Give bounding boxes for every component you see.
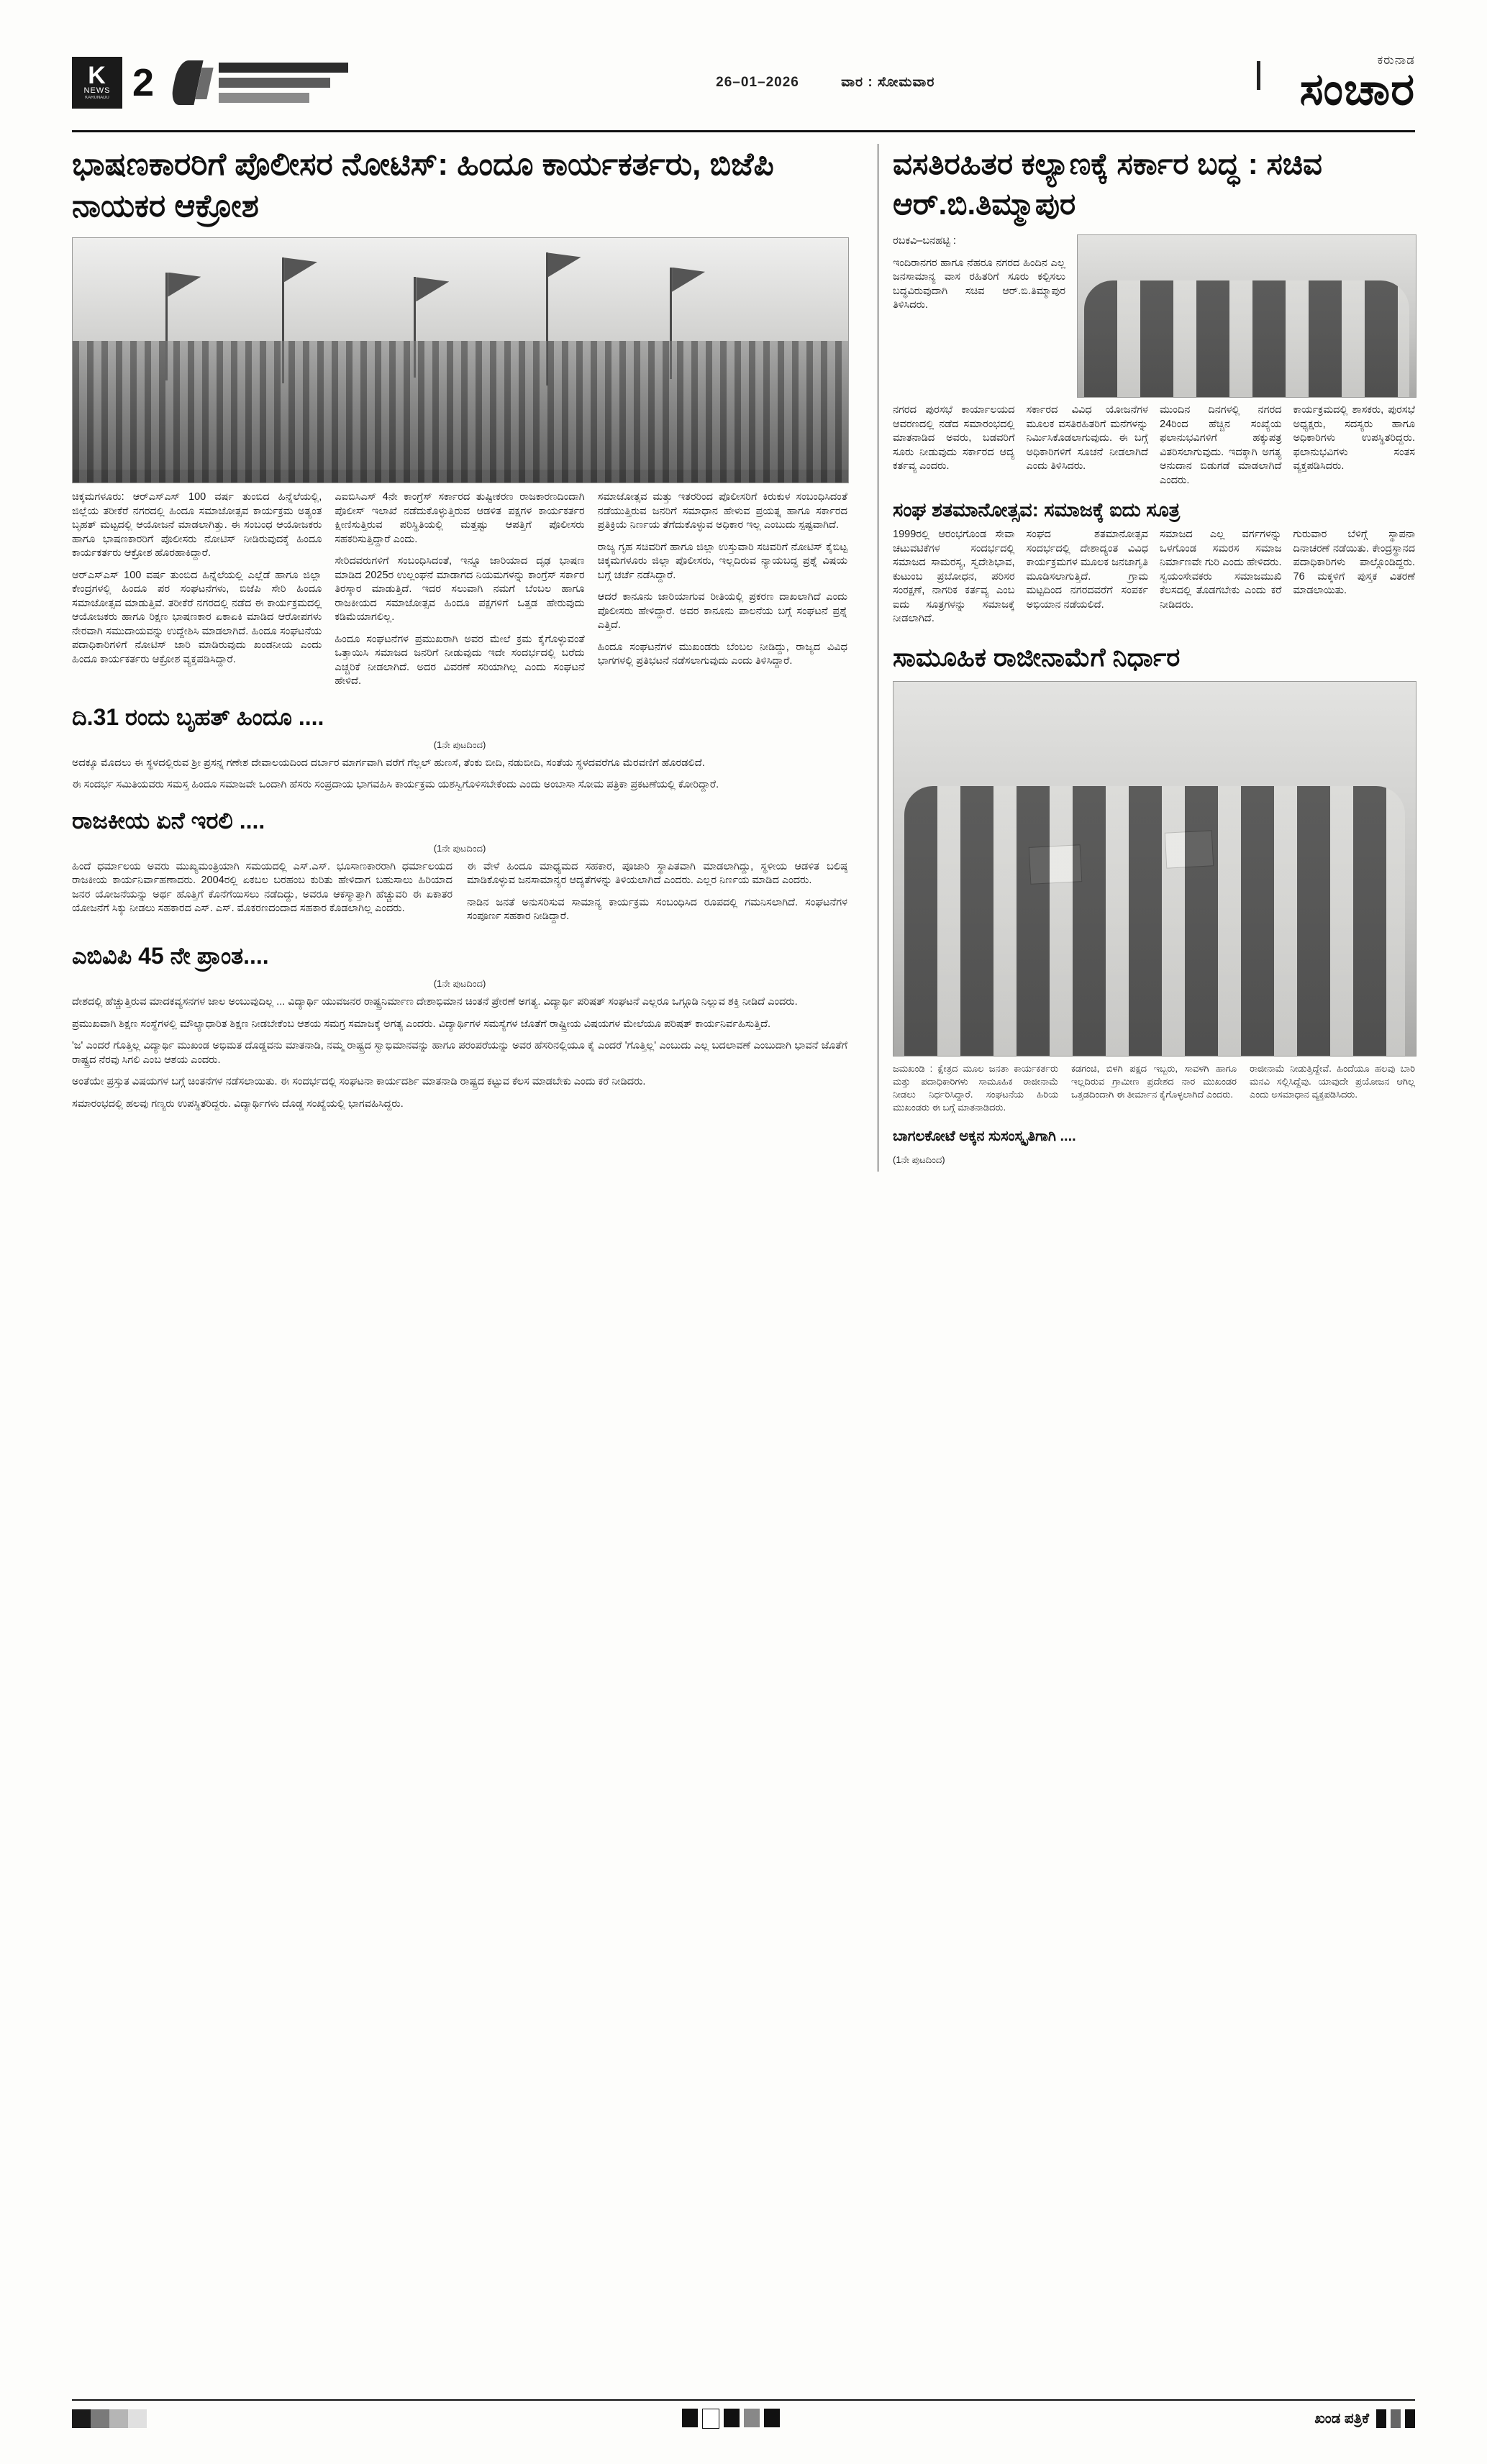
logo-letter: K	[88, 62, 106, 89]
footer-right	[1314, 2409, 1415, 2428]
right-caption-note: ಬಾಗಲಕೋಟೆ ಅಕ್ಕನ ಸುಸಂಸ್ಕೃತಿಗಾಗಿ ....	[893, 1128, 1076, 1144]
left-sub3-para: ಸಮಾರಂಭದಲ್ಲಿ ಹಲವು ಗಣ್ಯರು ಉಪಸ್ಥಿತರಿದ್ದರು. ವಿದ್ಯಾರ್ಥಿಗಳು ದೊಡ್ಡ ಸಂಖ್ಯೆಯಲ್ಲಿ ಭಾಗವಹಿಸಿದ್ದರು.	[72, 1098, 404, 1110]
left-para: ಹಿಂದೂ ಸಂಘಟನೆಗಳ ಪ್ರಮುಖರಾಗಿ ಅವರ ಮೇಲೆ ಕ್ರಮ ಕೈಗೊಳ್ಳುವಂತೆ ಒತ್ತಾಯಿಸಿ ಸಮಾಜದ ಜನರಿಗೆ ನೀಡುವುದು ಇದೇ ಸಂದರ್ಭದಲ್ಲಿ ಬರೆದು ಎಚ್ಚರಿಕೆ ನೀಡಲಾಗಿದೆ. ಅದರ ವಿವರಣೆ ಸರಿಯಾಗಿಲ್ಲ ಎಂದು ಸಂಘಟನೆ ಹೇಳಿದೆ.	[335, 633, 585, 687]
color-swatches	[72, 2409, 147, 2428]
right-sub-para: ಗುರುವಾರ ಬೆಳಿಗ್ಗೆ ಸ್ಥಾಪನಾ ದಿನಾಚರಣೆ ನಡೆಯಿತು. ಕೇಂದ್ರಸ್ಥಾನದ ಪದಾಧಿಕಾರಿಗಳು ಪಾಲ್ಗೊಂಡಿದ್ದರು. 76 ಮಕ್ಕಳಿಗೆ ಪುಸ್ತಕ ವಿತರಣೆ ಮಾಡಲಾಯಿತು.	[1293, 529, 1415, 596]
page-footer	[72, 2399, 1415, 2431]
left-para: ಸೇರಿದವರುಗಳಿಗೆ ಸಂಬಂಧಿಸಿದಂತೆ, ಇನ್ನೂ ಜಾರಿಯಾದ ದೃಢ ಭಾಷಣ ಮಾಡಿದ 2025ರ ಉಲ್ಲಂಘನೆ ಮಾಡಾಗದ ನಿಯಮಗಳನ್ನು ಕಾಂಗ್ರೆಸ್ ಸರ್ಕಾರ ತಿರಸ್ಕಾರ ಮಾಡುತ್ತಿದೆ. ಇದರ ಸಲುವಾಗಿ ನಮಗೆ ಬೆಂಬಲ ಹಾಗೂ ರಾಜಕೀಯದ ಸಮಾಜೋತ್ಸವ ಹಿಂದೂ ಪಕ್ಷಗಳಿಗೆ ಒತ್ತಡ ಹೇರುವುದು ಕಡಿಮೆಯಾಗಲಿಲ್ಲ.	[335, 555, 585, 623]
left-sub1-para: ಈ ಸಂದರ್ಭ ಸಮಿತಿಯವರು ಸಮಸ್ತ ಹಿಂದೂ ಸಮಾಜವೇ ಒಂದಾಗಿ ಹೆಸರು ಸಂಪ್ರದಾಯ ಭಾಗವಹಿಸಿ ಕಾರ್ಯಕ್ರಮ ಯಶಸ್ವಿಗೊಳಿಸಬೇಕೆಂದು ಎಂದು ಅಂಬಾಸಾ ಸೋಮ ಪತ್ರಿಕಾ ಪ್ರಕಟಣೆಯಲ್ಲಿ ಕೋರಿದ್ದಾರೆ.	[72, 779, 719, 790]
left-body-columns	[72, 490, 847, 689]
left-sub2-para: ನಾಡಿನ ಜನತೆ ಅನುಸರಿಸುವ ಸಾಮಾನ್ಯ ಕಾರ್ಯಕ್ರಮ ಸಂಬಂಧಿಸಿದ ರೂಪದಲ್ಲಿ ಗಮನಿಸಲಾಗಿದೆ. ಸಂಘಟನೆಗಳ ಸಂಪೂರ್ಣ ಸಹಕಾರ ನೀಡಿದ್ದಾರೆ.	[467, 896, 847, 922]
right-sub-title: ಸಂಘ ಶತಮಾನೋತ್ಸವ: ಸಮಾಜಕ್ಕೆ ಐದು ಸೂತ್ರ	[893, 499, 1181, 521]
issue-date: 26–01–2026	[716, 75, 799, 90]
paper-nameplate	[1286, 54, 1415, 112]
right-para: ನಗರದ ಪುರಸಭೆ ಕಾರ್ಯಾಲಯದ ಆವರಣದಲ್ಲಿ ನಡೆದ ಸಮಾರಂಭದಲ್ಲಿ ಮಾತನಾಡಿದ ಅವರು, ಬಡವರಿಗೆ ಸೂರು ನೀಡುವುದು ಸರ್ಕಾರದ ಆದ್ಯ ಕರ್ತವ್ಯ ಎಂದರು.	[893, 404, 1015, 472]
mass-resignation-photo	[893, 681, 1416, 1057]
right-top-block	[893, 234, 1415, 403]
masthead	[72, 40, 1415, 126]
right-caption-columns	[893, 1062, 1415, 1114]
right-lead-column	[893, 234, 1065, 321]
left-headline: ಭಾಷಣಕಾರರಿಗೆ ಪೊಲೀಸರ ನೋಟಿಸ್: ಹಿಂದೂ ಕಾರ್ಯಕರ್ತರು, ಬಿಜೆಪಿ ನಾಯಕರ ಆಕ್ರೋಶ	[72, 147, 774, 224]
minister-event-photo	[1077, 234, 1416, 398]
logo-subtitle: NEWS	[83, 86, 111, 95]
right-para: ಸರ್ಕಾರದ ವಿವಿಧ ಯೋಜನೆಗಳ ಮೂಲಕ ವಸತಿರಹಿತರಿಗೆ ಮನೆಗಳನ್ನು ನಿರ್ಮಿಸಿಕೊಡಲಾಗುವುದು. ಈ ಬಗ್ಗೆ ಅಧಿಕಾರಿಗಳಿಗೆ ಸೂಚನೆ ನೀಡಲಾಗಿದೆ ಎಂದು ತಿಳಿಸಿದರು.	[1026, 404, 1148, 472]
dateline	[365, 75, 1286, 91]
footer-label: ಖಂಡ ಪತ್ರಿಕೆ	[1314, 2410, 1369, 2427]
left-sub1-body	[72, 757, 847, 793]
left-sub1-title: ದಿ.31 ರಂದು ಬೃಹತ್ ಹಿಂದೂ ....	[72, 703, 324, 730]
footer-rule	[72, 2399, 1415, 2401]
right-photo-wrap	[1077, 234, 1415, 403]
right-para: ಕಾರ್ಯಕ್ರಮದಲ್ಲಿ ಶಾಸಕರು, ಪುರಸಭೆ ಅಧ್ಯಕ್ಷರು, ಸದಸ್ಯರು ಹಾಗೂ ಅಧಿಕಾರಿಗಳು ಉಪಸ್ಥಿತರಿದ್ದರು. ಫಲಾನುಭವಿಗಳು ಸಂತಸ ವ್ಯಕ್ತಪಡಿಸಿದರು.	[1293, 404, 1415, 472]
right-para: ಮುಂದಿನ ದಿನಗಳಲ್ಲಿ ನಗರದ 24ರಿಂದ ಹೆಚ್ಚಿನ ಸಂಖ್ಯೆಯ ಫಲಾನುಭವಿಗಳಿಗೆ ಹಕ್ಕುಪತ್ರ ವಿತರಿಸಲಾಗುವುದು. ಇದಕ್ಕಾಗಿ ಅಗತ್ಯ ಅನುದಾನ ಬಿಡುಗಡೆ ಮಾಡಲಾಗಿದೆ ಎಂದರು.	[1160, 404, 1282, 486]
left-para: ಆದರೆ ಕಾನೂನು ಜಾರಿಯಾಗುವ ರೀತಿಯಲ್ಲಿ ಪ್ರಕರಣ ದಾಖಲಾಗಿದೆ ಎಂದು ಪೊಲೀಸರು ಹೇಳಿದ್ದಾರೆ. ಅವರ ಕಾನೂನು ಪಾಲನೆಯ ಬಗ್ಗೆ ಸಂಘಟನೆ ಪ್ರಶ್ನೆ ಎತ್ತಿದೆ.	[597, 591, 847, 631]
issue-day: ವಾರ : ಸೋಮವಾರ	[841, 75, 935, 90]
decorative-bars	[219, 63, 348, 103]
left-sub3-title: ಎಬಿವಿಪಿ 45 ನೇ ಪ್ರಾಂತ....	[72, 943, 269, 969]
right-body-columns	[893, 403, 1415, 488]
right-caption-para: ಜಮಖಂಡಿ : ಕ್ಷೇತ್ರದ ಮೂಲ ಜನತಾ ಕಾರ್ಯಕರ್ತರು ಮತ್ತು ಪದಾಧಿಕಾರಿಗಳು ಸಾಮೂಹಿಕ ರಾಜೀನಾಮೆ ನೀಡಲು ನಿರ್ಧರಿಸಿದ್ದಾರೆ. ಸಂಘಟನೆಯ ಹಿರಿಯ ಮುಖಂಡರು ಈ ಬಗ್ಗೆ ಮಾತನಾಡಿದರು.	[893, 1062, 1058, 1113]
left-sub2-para: ಹಿಂದೆ ಧರ್ಮಾಲಯ ಅವರು ಮುಖ್ಯಮಂತ್ರಿಯಾಗಿ ಸಮಯದಲ್ಲಿ ಎಸ್.ಎಸ್. ಭೂಸಾಣಕಾರರಾಗಿ ಧರ್ಮಾಲಯದ ರಾಜಕೀಯ ಕಾರ್ಯನಿರ್ವಾಹಣಾದರು. 2004ರಲ್ಲಿ ಏಕಬಲ ಬರಹಂಬ ಕುರಿತು ಹೇಳಿದಾಗ ಬಹುಸಾಲು ಹಿರಿಯಾದ ಜನರ ಯೋಜನೆಯನ್ನು ಅರ್ಥ ಹೊತ್ತಿಗೆ ಕೊನೆಗೆಯಿಸಲು ನಡೆದಿದ್ದು, ಅವರೂ ಆಕಸ್ಮಾತ್ತಾಗಿ ಹೆಚ್ಚುವರಿ ಈ ಏಕಾತರ ಯೋಜನೆಗೆ ಸಿಕ್ಕು ನೀಡಲು ಸಹಕಾರದ ಎಸ್. ಎಸ್. ಮೊಕರಣದಂದಾದ ಸಹಕಾರ ಕೊಡಲಾಗಿಲ್ಲ ಎಂದರು.	[72, 860, 453, 914]
right-headline: ವಸತಿರಹಿತರ ಕಲ್ಯಾಣಕ್ಕೆ ಸರ್ಕಾರ ಬದ್ಧ : ಸಚಿವ ಆರ್.ಬಿ.ತಿಮ್ಮಾಪುರ	[893, 147, 1322, 221]
masthead-rule	[72, 130, 1415, 132]
right-section	[893, 144, 1415, 1172]
paper-title: ಸಂಚಾರ	[1299, 64, 1415, 114]
rally-photo	[72, 237, 849, 483]
left-sub3-body	[72, 995, 847, 1111]
left-sub3-note: (1ನೇ ಪುಟದಿಂದ)	[433, 978, 486, 989]
right-caption-note-sub: (1ನೇ ಪುಟದಿಂದ)	[893, 1154, 945, 1165]
registration-bars	[147, 2409, 1314, 2429]
left-sub1-note: (1ನೇ ಪುಟದಿಂದ)	[433, 739, 486, 750]
right-sub-para: ಸಮಾಜದ ಎಲ್ಲ ವರ್ಗಗಳನ್ನು ಒಳಗೊಂಡ ಸಮರಸ ಸಮಾಜ ನಿರ್ಮಾಣವೇ ಗುರಿ ಎಂದು ಹೇಳಿದರು. ಸ್ವಯಂಸೇವಕರು ಸಮಾಜಮುಖಿ ಕೆಲಸದಲ್ಲಿ ತೊಡಗಬೇಕು ಎಂದು ಕರೆ ನೀಡಿದರು.	[1160, 529, 1282, 611]
knews-logo	[72, 57, 122, 109]
right-sub-para: ಸಂಘದ ಶತಮಾನೋತ್ಸವ ಸಂದರ್ಭದಲ್ಲಿ ದೇಶಾದ್ಯಂತ ವಿವಿಧ ಕಾರ್ಯಕ್ರಮಗಳ ಮೂಲಕ ಜನಜಾಗೃತಿ ಮೂಡಿಸಲಾಗುತ್ತಿದೆ. ಗ್ರಾಮ ಮಟ್ಟದಿಂದ ನಗರದವರೆಗೆ ಸಂಪರ್ಕ ಅಭಿಯಾನ ನಡೆಯಲಿದೆ.	[1026, 529, 1148, 611]
left-sub2-note: (1ನೇ ಪುಟದಿಂದ)	[433, 842, 486, 854]
left-para: ಚಿಕ್ಕಮಗಳೂರು: ಆರ್‌ಎಸ್‌ಎಸ್ 100 ವರ್ಷ ತುಂಬಿದ ಹಿನ್ನೆಲೆಯಲ್ಲಿ, ಜಿಲ್ಲೆಯ ತರೀಕೆರೆ ನಗರದಲ್ಲಿ ಹಿಂದೂ ಸಮಾಜೋತ್ಸವ ಕಾರ್ಯಕ್ರಮ ಅತ್ಯಂತ ಬೃಹತ್ ಮಟ್ಟದಲ್ಲಿ ಆಯೋಜನೆ ಮಾಡಲಾಗಿತ್ತು. ಈ ಸಂಬಂಧ ಆಯೋಜಕರು ಹಾಗೂ ಭಾಷಣಕಾರರಿಗೆ ಪೊಲೀಸರು ನೋಟಿಸ್ ನೀಡಿರುವುದಕ್ಕೆ ಹಿಂದೂ ಕಾರ್ಯಕರ್ತರು ಆಕ್ರೋಶ ಹೊರಹಾಕಿದ್ದಾರೆ.	[72, 491, 322, 559]
swoosh-graphic	[167, 60, 216, 105]
left-para: ಸಮಾಜೋತ್ಸವ ಮತ್ತು ಇತರರಿಂದ ಪೊಲೀಸರಿಗೆ ಕಿರುಕುಳ ಸಂಬಂಧಿಸಿದಂತೆ ನಡೆಯುತ್ತಿರುವ ಜನರಿಗೆ ಸಮಾಧಾನ ಹೇಳುವ ಪ್ರಯತ್ನ ಹಾಗೂ ಸರ್ಕಾರದ ಪ್ರತಿಕ್ರಿಯೆ ನಿರ್ಣಯ ತೆಗೆದುಕೊಳ್ಳುವ ಅಧಿಕಾರ ಇಲ್ಲ ಎಂಬುದು ಸ್ಪಷ್ಟವಾಗಿದೆ.	[597, 491, 847, 531]
left-sub1-para: ಅದಕ್ಕೂ ಮೊದಲು ಈ ಸ್ಥಳದಲ್ಲಿರುವ ಶ್ರೀ ಪ್ರಸನ್ನ ಗಣೇಶ ದೇವಾಲಯದಿಂದ ದರ್ಬಾರ ಮಾರ್ಗವಾಗಿ ವರೆಗೆ ಗೆಲ್ಲಲ್ ಹುಣಸೆ, ತೆಂಕು ಬೀದಿ, ನಡುಬೀದಿ, ಸಂತೆಯ ಸ್ಥಳದವರೆಗೂ ಮೆರವಣಿಗೆ ಹೊರಡಲಿದೆ.	[72, 757, 705, 769]
left-sub3-para: ಅಂತೆಯೇ ಪ್ರಸ್ತುತ ವಿಷಯಗಳ ಬಗ್ಗೆ ಚಿಂತನೆಗಳ ನಡೆಸಲಾಯಿತು. ಈ ಸಂದರ್ಭದಲ್ಲಿ ಸಂಘಟನಾ ಕಾರ್ಯದರ್ಶಿ ಮಾತನಾಡಿ ರಾಷ್ಟ್ರದ ಕಟ್ಟುವ ಕೆಲಸ ಮಾಡಬೇಕು ಎಂದು ಕರೆ ನೀಡಿದರು.	[72, 1076, 646, 1087]
right-caption-para: ಕಡಗಂಚಿ, ಬಿಳಗಿ ಪಕ್ಷದ ಇಬ್ಬರು, ಸಾವಳಗಿ ಹಾಗೂ ಇಲ್ಲದಿರುವ ಗ್ರಾಮೀಣ ಪ್ರದೇಶದ ನಾರ ಮುಖಂಡರ ಒತ್ತಡದಿಂದಾಗಿ ಈ ತೀರ್ಮಾನ ಕೈಗೊಳ್ಳಲಾಗಿದೆ ಎಂದರು.	[1071, 1062, 1237, 1100]
paper-small-title: ಕರುನಾಡ	[1377, 53, 1415, 67]
left-sub3-para: 'ಜ' ಎಂದರೆ ಗೊತ್ತಿಲ್ಲ ವಿದ್ಯಾರ್ಥಿ ಮುಖಂಡ ಅಭಿಮತ ದೊಡ್ಡವನು ಮಾತನಾಡಿ, ನಮ್ಮ ರಾಷ್ಟ್ರದ ಸ್ವಾಭಿಮಾನವನ್ನು ಹಾಗೂ ಪರಂಪರೆಯನ್ನು ಅವರ ಹೆಸರಿನಲ್ಲಿಯೂ ಕೈ ಎಂದರೆ 'ಗೊತ್ತಿಲ್ಲ' ಎಂಬುದು ಎಲ್ಲ ಬದಲಾವಣೆ ಎಂಬುದಾಗಿ ಭಾವನೆ ಜೊತೆಗೆ ರಾಷ್ಟ್ರದ ನೆರವು ಸಿಗಲಿ ಎಂಬ ಆಶಯ ಎಂದರು.	[72, 1040, 847, 1066]
left-sub2-para: ಈ ವೇಳೆ ಹಿಂದೂ ಮಾಧ್ಯಮದ ಸಹಕಾರ, ಪೂಜಾರಿ ಸ್ಥಾಪಿತವಾಗಿ ಮಾಡಲಾಗಿದ್ದು, ಸ್ಥಳೀಯ ಆಡಳಿತ ಬಲಿಷ್ಠ ಮಾಡಿಕೊಳ್ಳುವ ಜನಸಾಮಾನ್ಯರ ಆದ್ಯತೆಗಳನ್ನು ತಿಳಿಯಲಾಗಿದೆ ಎಂದರು. ಎಲ್ಲರ ನಿರ್ಣಯ ಮಾಡಿದ ಎಂದರು.	[467, 860, 847, 886]
right-dateline: ರಬಕವಿ–ಬನಹಟ್ಟಿ :	[893, 235, 956, 247]
footer-bar	[72, 2406, 1415, 2431]
left-sub2-body	[72, 860, 847, 928]
nameplate-tick	[1257, 61, 1260, 90]
right-lead: ಇಂದಿರಾನಗರ ಹಾಗೂ ನೆಹರೂ ನಗರದ ಹಿಂದಿನ ಎಲ್ಲ ಜನಸಾಮಾನ್ಯ ವಾಸ ರಹಿತರಿಗೆ ಸೂರು ಕಲ್ಪಿಸಲು ಬದ್ಧವಿರುವುದಾಗಿ ಸಚಿವ ಆರ್.ಬಿ.ತಿಮ್ಮಾಪುರ ತಿಳಿಸಿದರು.	[893, 257, 1065, 311]
left-para: ರಾಜ್ಯ ಗೃಹ ಸಚಿವರಿಗೆ ಹಾಗೂ ಜಿಲ್ಲಾ ಉಸ್ತುವಾರಿ ಸಚಿವರಿಗೆ ನೋಟಿಸ್ ಕೈಬಿಟ್ಟ ಚಿಕ್ಕಮಗಳೂರು ಜಿಲ್ಲಾ ಪೊಲೀಸರು, ಇಲ್ಲದಿರುವ ನ್ಯಾಯಬದ್ಧ ಪ್ರಶ್ನೆ ವಿಷಯ ಬಗ್ಗೆ ಚರ್ಚೆ ನಡೆಸಿದ್ದಾರೆ.	[597, 541, 847, 581]
left-sub2-title: ರಾಜಕೀಯ ಏನೆ ಇರಲಿ ....	[72, 807, 265, 834]
page-number: 2	[132, 61, 155, 104]
left-section	[72, 144, 863, 1172]
left-sub3-para: ಪ್ರಮುಖವಾಗಿ ಶಿಕ್ಷಣ ಸಂಸ್ಥೆಗಳಲ್ಲಿ ಮೌಲ್ಯಾಧಾರಿತ ಶಿಕ್ಷಣ ನೀಡಬೇಕೆಂಬ ಆಶಯ ಸಮಗ್ರ ಸಮಾಜಕ್ಕೆ ಅಗತ್ಯ ಎಂದರು. ವಿದ್ಯಾರ್ಥಿಗಳ ಸಮಸ್ಯೆಗಳ ಜೊತೆಗೆ ರಾಷ್ಟ್ರೀಯ ವಿಷಯಗಳ ಮೇಲೆಯೂ ಪರಿಷತ್ ಕಾರ್ಯನಿರ್ವಹಿಸುತ್ತಿದೆ.	[72, 1018, 771, 1030]
left-para: ಎಐಬಿಸಿಎಸ್ 4ನೇ ಕಾಂಗ್ರೆಸ್ ಸರ್ಕಾರದ ತುಷ್ಟೀಕರಣ ರಾಜಕಾರಣದಿಂದಾಗಿ ಪೊಲೀಸ್ ಇಲಾಖೆ ನಡೆದುಕೊಳ್ಳುತ್ತಿರುವ ಆಡಳಿತ ಪಕ್ಷಗಳ ಕಾರ್ಯಕರ್ತರ ಕ್ಷೀಣಿಸುತ್ತಿರುವ ಪರಿಸ್ಥಿತಿಯಲ್ಲಿ ಮತ್ತಷ್ಟು ಆಪತ್ತಿಗೆ ಪೊಲೀಸರು ಸಹಕರಿಸುತ್ತಿದ್ದಾರೆ ಎಂದು.	[335, 491, 585, 545]
logo-subtitle-2: KARUNADU	[85, 96, 109, 100]
registration-marks	[1376, 2409, 1415, 2428]
left-sub3-para: ದೇಶದಲ್ಲಿ ಹೆಚ್ಚುತ್ತಿರುವ ಮಾದಕವ್ಯಸನಗಳ ಜಾಲ ಅಂಬುವುದಿಲ್ಲ ... ವಿದ್ಯಾರ್ಥಿ ಯುವಜನರ ರಾಷ್ಟ್ರನಿರ್ಮಾಣ ದೇಶಾಭಿಮಾನ ಚಿಂತನೆ ಪ್ರೇರಣೆ ಅಗತ್ಯ. ವಿದ್ಯಾರ್ಥಿ ಪರಿಷತ್ ಸಂಘಟನೆ ಎಲ್ಲರೂ ಒಗ್ಗೂಡಿ ನಿಲ್ಲುವ ಶಕ್ತಿ ನೀಡಿದೆ ಎಂದರು.	[72, 996, 798, 1008]
left-para: ಹಿಂದೂ ಸಂಘಟನೆಗಳ ಮುಖಂಡರು ಬೆಂಬಲ ನೀಡಿದ್ದು, ರಾಜ್ಯದ ವಿವಿಧ ಭಾಗಗಳಲ್ಲಿ ಪ್ರತಿಭಟನೆ ನಡೆಸಲಾಗುವುದು ಎಂದು ತಿಳಿಸಿದ್ದಾರೆ.	[597, 641, 847, 667]
left-para: ಆರ್‌ಎಸ್‌ಎಸ್ 100 ವರ್ಷ ತುಂಬಿದ ಹಿನ್ನೆಲೆಯಲ್ಲಿ ಎಲ್ಲೆಡೆ ಹಾಗೂ ಜಿಲ್ಲಾ ಕೇಂದ್ರಗಳಲ್ಲಿ ಹಿಂದೂ ಪರ ಸಂಘಟನೆಗಳು, ಬಿಜೆಪಿ ಸೇರಿ ಹಿಂದೂ ಸಮಾಜೋತ್ಸವ ಮಾಡುತ್ತಿವೆ. ತರೀಕೆರೆ ನಗರದಲ್ಲಿ ನಡೆದ ಈ ಕಾರ್ಯಕ್ರಮದಲ್ಲಿ ಆಯೋಜಕರು ಹಾಗೂ ರಿಕ್ಷಣ ಭಾಷಣಕಾರ ಏಕಾಏಕಿ ಮಾಡಿದ ಆರೋಪಗಳು ನೇರವಾಗಿ ಸಮುದಾಯವನ್ನು ಉದ್ದೇಶಿಸಿ ಮಾಡಲಾಗಿದೆ. ಹಿಂದೂ ಸಂಘಟನೆಯ ಪದಾಧಿಕಾರಿಗಳಿಗೆ ನೋಟಿಸ್ ಜಾರಿ ಮಾಡಿರುವುದು ಖಂಡನೀಯ ಎಂದು ಹಿಂದೂ ಕಾರ್ಯಕರ್ತರು ಆಕ್ರೋಶ ವ್ಯಕ್ತಪಡಿಸಿದ್ದಾರೆ.	[72, 569, 322, 665]
right-sub-para: 1999ರಲ್ಲಿ ಆರಂಭಗೊಂಡ ಸೇವಾ ಚಟುವಟಿಕೆಗಳ ಸಂದರ್ಭದಲ್ಲಿ ಸಮಾಜದ ಸಾಮರಸ್ಯ, ಸ್ವದೇಶಿಭಾವ, ಕುಟುಂಬ ಪ್ರಬೋಧನ, ಪರಿಸರ ಸಂರಕ್ಷಣೆ, ನಾಗರಿಕ ಕರ್ತವ್ಯ ಎಂಬ ಐದು ಸೂತ್ರಗಳನ್ನು ಸಮಾಜಕ್ಕೆ ನೀಡಲಾಗಿದೆ.	[893, 529, 1015, 624]
right-photo3-title: ಸಾಮೂಹಿಕ ರಾಜೀನಾಮೆಗೆ ನಿರ್ಧಾರ	[893, 642, 1181, 672]
content-area	[72, 144, 1415, 1172]
right-sub-body	[893, 528, 1415, 626]
right-caption-para: ರಾಜೀನಾಮೆ ನೀಡುತ್ತಿದ್ದೇವೆ. ಹಿಂದೆಯೂ ಹಲವು ಬಾರಿ ಮನವಿ ಸಲ್ಲಿಸಿದ್ದೆವು. ಯಾವುದೇ ಪ್ರಯೋಜನ ಆಗಿಲ್ಲ ಎಂದು ಅಸಮಾಧಾನ ವ್ಯಕ್ತಪಡಿಸಿದರು.	[1250, 1062, 1415, 1100]
